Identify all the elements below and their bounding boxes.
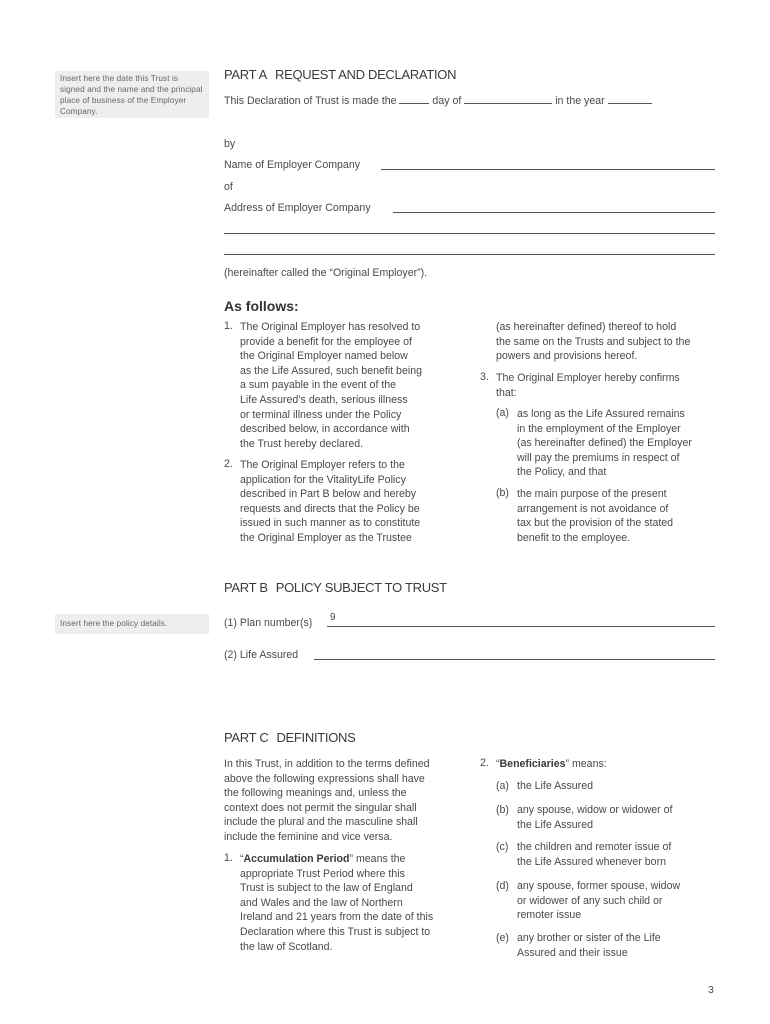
- beneficiary-text-line: Assured and their issue: [517, 946, 628, 959]
- item-3b-line: arrangement is not avoidance of: [517, 502, 669, 515]
- month-field[interactable]: [464, 94, 552, 104]
- definition-1-line: and Wales and the law of Northern: [240, 896, 403, 909]
- item-1-line: or terminal illness under the Policy: [240, 408, 402, 421]
- beneficiary-text-line: or widower of any such child or: [517, 894, 663, 907]
- day-field[interactable]: [399, 94, 429, 104]
- employer-name-field[interactable]: [381, 169, 715, 170]
- definitions-intro: [224, 757, 474, 845]
- item-2-line: issued in such manner as to constitute: [240, 517, 421, 530]
- item-3b-letter: (b): [496, 487, 509, 499]
- item-3a-text: [517, 407, 736, 480]
- beneficiary-letter: (c): [496, 841, 509, 853]
- beneficiary-text-line: any spouse, widow or widower of: [517, 804, 673, 816]
- beneficiary-item: [496, 840, 736, 869]
- beneficiary-text-line: remoter issue: [517, 909, 582, 922]
- beneficiary-letter: (a): [496, 780, 509, 792]
- definitions-intro-line: the following meanings and, unless the: [224, 787, 407, 800]
- definition-1-means: ” means the: [349, 853, 406, 865]
- item-2-continued-line: the same on the Trusts and subject to the: [496, 335, 691, 348]
- item-1-line: provide a benefit for the employee of: [240, 335, 412, 348]
- employer-address-line-3[interactable]: [224, 254, 715, 255]
- item-1: [224, 320, 464, 451]
- item-1-text: [240, 320, 464, 451]
- by-label: by: [224, 138, 236, 150]
- part-a-title: REQUEST AND DECLARATION: [275, 67, 457, 82]
- declaration-line: [224, 94, 652, 109]
- policy-instruction-text: Insert here the policy details.: [60, 619, 168, 628]
- definition-1-text: [240, 867, 474, 955]
- item-2-number: 2.: [224, 458, 233, 470]
- employer-name-label: Name of Employer Company: [224, 159, 361, 171]
- definition-1-number: 1.: [224, 852, 233, 864]
- item-1-number: 1.: [224, 320, 233, 332]
- definition-1-term: Accumulation Period: [243, 853, 350, 865]
- definition-1-open-quote: “: [240, 853, 244, 865]
- part-c-title: DEFINITIONS: [276, 730, 356, 745]
- item-1-line: Life Assured’s death, serious illness: [240, 393, 408, 406]
- definition-1-line: the law of Scotland.: [240, 940, 333, 953]
- item-1-line: the Trust hereby declared.: [240, 437, 364, 450]
- definition-2-open-quote: “: [496, 758, 500, 770]
- item-1-line: The Original Employer has resolved to: [240, 321, 421, 333]
- life-assured-label: (2) Life Assured: [224, 649, 299, 661]
- item-2-line: requests and directs that the Policy be: [240, 502, 420, 515]
- definition-1-line: appropriate Trust Period where this: [240, 867, 405, 880]
- item-3: [480, 371, 730, 400]
- beneficiary-letter: (d): [496, 880, 509, 892]
- beneficiary-text-line: the Life Assured: [517, 818, 593, 831]
- beneficiary-item: [496, 803, 736, 832]
- item-3-line: The Original Employer hereby confirms: [496, 372, 680, 384]
- item-2-continued: [496, 320, 736, 364]
- employer-address-label: Address of Employer Company: [224, 202, 371, 214]
- definitions-intro-line: include the feminine and vice versa.: [224, 830, 393, 843]
- item-1-line: as the Life Assured, such benefit being: [240, 364, 422, 377]
- beneficiary-text-line: the Life Assured: [517, 780, 593, 792]
- item-2-line: the Original Employer as the Trustee: [240, 531, 412, 544]
- part-c-label: PART C: [224, 730, 269, 745]
- item-3a: [496, 407, 736, 480]
- date-instruction-text: Insert here the date this Trust is signed and the name and the principal place of business of the Employer Company.: [60, 74, 203, 116]
- item-3b-text: [517, 487, 736, 545]
- item-3b-line: benefit to the employee.: [517, 531, 631, 544]
- definitions-intro-line: include the plural and the masculine shall: [224, 816, 418, 829]
- definitions-intro-line: In this Trust, in addition to the terms defined: [224, 758, 430, 770]
- item-2-line: described in Part B below and hereby: [240, 488, 417, 501]
- beneficiary-letter: (b): [496, 804, 509, 816]
- item-1-line: described below, in accordance with: [240, 423, 410, 436]
- as-follows-heading: As follows:: [224, 298, 299, 314]
- item-3b: [496, 487, 736, 545]
- item-3b-line: tax but the provision of the stated: [517, 517, 674, 530]
- plan-number-value: 9: [330, 612, 336, 623]
- year-field[interactable]: [608, 94, 652, 104]
- definition-2-number: 2.: [480, 757, 489, 769]
- day-of-label: day of: [432, 95, 462, 107]
- item-3-text: [496, 371, 730, 400]
- of-label: of: [224, 181, 233, 193]
- definition-1-line: Ireland and 21 years from the date of this: [240, 911, 434, 924]
- date-instruction-note: [55, 71, 209, 118]
- item-3a-line: will pay the premiums in respect of: [517, 451, 680, 464]
- employer-address-line-2[interactable]: [224, 233, 715, 234]
- item-2: [224, 458, 464, 546]
- definition-2-first-line: [496, 757, 730, 772]
- year-label: in the year: [555, 95, 605, 107]
- beneficiary-text-line: the Life Assured whenever born: [517, 855, 666, 868]
- beneficiary-item: [496, 779, 736, 794]
- definition-2-term: Beneficiaries: [499, 758, 566, 770]
- item-3a-line: as long as the Life Assured remains: [517, 408, 685, 420]
- item-1-line: the Original Employer named below: [240, 350, 408, 363]
- beneficiary-text-line: the children and remoter issue of: [517, 841, 672, 853]
- declaration-prefix: This Declaration of Trust is made the: [224, 95, 397, 107]
- part-b-label: PART B: [224, 580, 268, 595]
- definition-1-first-line: [240, 852, 474, 867]
- part-a-label: PART A: [224, 67, 268, 82]
- item-3b-line: the main purpose of the present: [517, 488, 667, 500]
- beneficiary-letter: (e): [496, 932, 509, 944]
- page-number: 3: [708, 984, 714, 996]
- item-3a-line: (as hereinafter defined) the Employer: [517, 437, 692, 450]
- beneficiary-item: [496, 879, 736, 923]
- item-2-continued-line: powers and provisions hereof.: [496, 350, 638, 363]
- part-b-heading: [224, 580, 447, 595]
- item-2-line: The Original Employer refers to the: [240, 459, 405, 471]
- life-assured-field[interactable]: [314, 659, 715, 660]
- policy-instruction-note: [55, 614, 209, 634]
- beneficiary-text-line: any brother or sister of the Life: [517, 932, 661, 944]
- item-3a-line: in the employment of the Employer: [517, 422, 681, 435]
- definition-1-line: Trust is subject to the law of England: [240, 882, 413, 895]
- definition-1-line: Declaration where this Trust is subject to: [240, 925, 431, 938]
- definition-1: [224, 852, 474, 954]
- item-3-line: that:: [496, 386, 517, 399]
- item-2-continued-line: (as hereinafter defined) thereof to hold: [496, 321, 677, 333]
- item-1-line: a sum payable in the event of the: [240, 379, 397, 392]
- definition-2-means: ” means:: [565, 758, 607, 770]
- beneficiary-text-line: any spouse, former spouse, widow: [517, 880, 681, 892]
- definitions-intro-line: context does not permit the singular shall: [224, 801, 417, 814]
- item-3-number: 3.: [480, 371, 489, 383]
- item-2-text: [240, 458, 464, 546]
- beneficiary-item: [496, 931, 736, 960]
- hereinafter-text: (hereinafter called the “Original Employer”).: [224, 267, 428, 279]
- plan-number-label: (1) Plan number(s): [224, 617, 313, 629]
- plan-number-field[interactable]: [327, 626, 715, 627]
- part-a-heading: [224, 67, 456, 82]
- item-3a-line: the Policy, and that: [517, 466, 607, 479]
- part-b-title: POLICY SUBJECT TO TRUST: [275, 580, 447, 595]
- item-2-line: application for the VitalityLife Policy: [240, 473, 406, 486]
- part-c-heading: [224, 730, 355, 745]
- definition-2: [480, 757, 730, 772]
- definitions-intro-line: above the following expressions shall have: [224, 772, 425, 785]
- item-3a-letter: (a): [496, 407, 509, 419]
- employer-address-field[interactable]: [393, 212, 715, 213]
